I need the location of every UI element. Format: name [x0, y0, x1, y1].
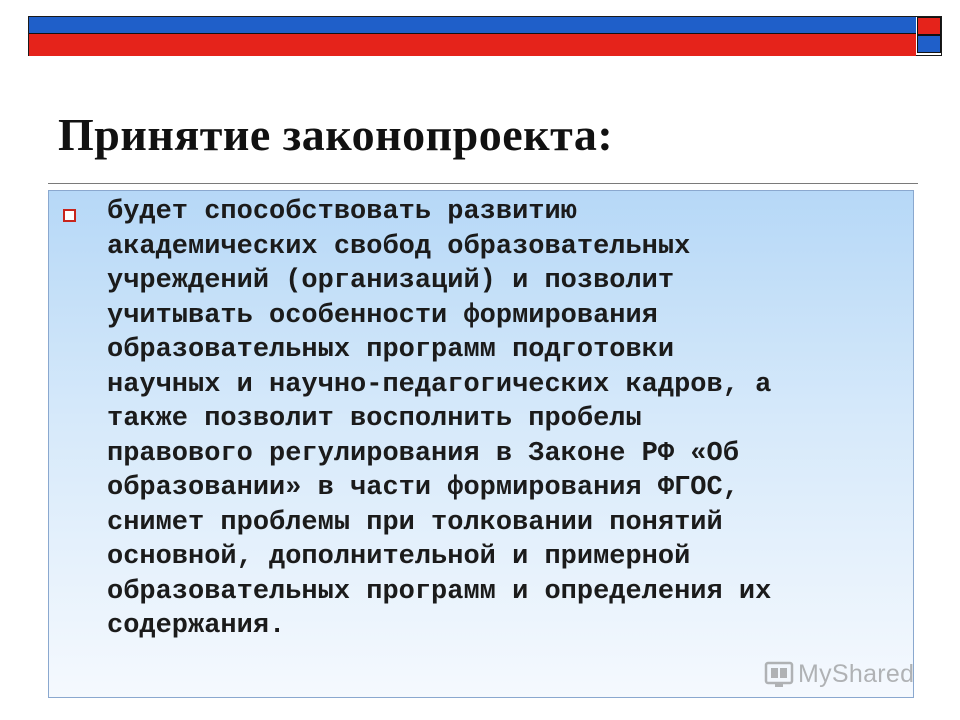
- bullet-line: правового регулирования в Законе РФ «Об: [107, 438, 739, 469]
- bullet-line: научных и научно-педагогических кадров, а: [107, 369, 772, 400]
- bullet-line: учитывать особенности формирования: [107, 300, 658, 331]
- bullet-line: образовании» в части формирования ФГОС,: [107, 473, 739, 503]
- bullet-line: снимет проблемы при толковании понятий: [107, 507, 723, 538]
- bullet-line: образовательных программ подготовки: [107, 335, 675, 365]
- bullet-line: академических свобод образовательных: [107, 231, 691, 262]
- bullet-line: учреждений (организаций) и позволит: [107, 266, 675, 296]
- top-bar-red-square: [917, 17, 941, 35]
- content-panel: [48, 190, 914, 698]
- bullet-line: содержания.: [107, 611, 286, 641]
- square-bullet-icon: [63, 209, 76, 222]
- bullet-line: будет способствовать развитию: [107, 197, 577, 227]
- bullet-line: также позволит восполнить пробелы: [107, 404, 642, 434]
- top-bar-red-stripe: [29, 33, 916, 56]
- slide-title: Принятие законопроекта:: [58, 109, 614, 160]
- watermark-text: MyShared: [798, 659, 915, 688]
- myshared-logo-icon: [764, 660, 794, 688]
- title-divider: [48, 183, 918, 184]
- bullet-line: основной, дополнительной и примерной: [107, 542, 691, 572]
- top-decorative-bar: [28, 16, 942, 56]
- top-bar-blue-square: [917, 35, 941, 53]
- bullet-text: [107, 195, 907, 644]
- bullet-line: образовательных программ и определения их: [107, 576, 772, 607]
- top-bar-blue-stripe: [29, 17, 916, 33]
- watermark: [764, 656, 914, 692]
